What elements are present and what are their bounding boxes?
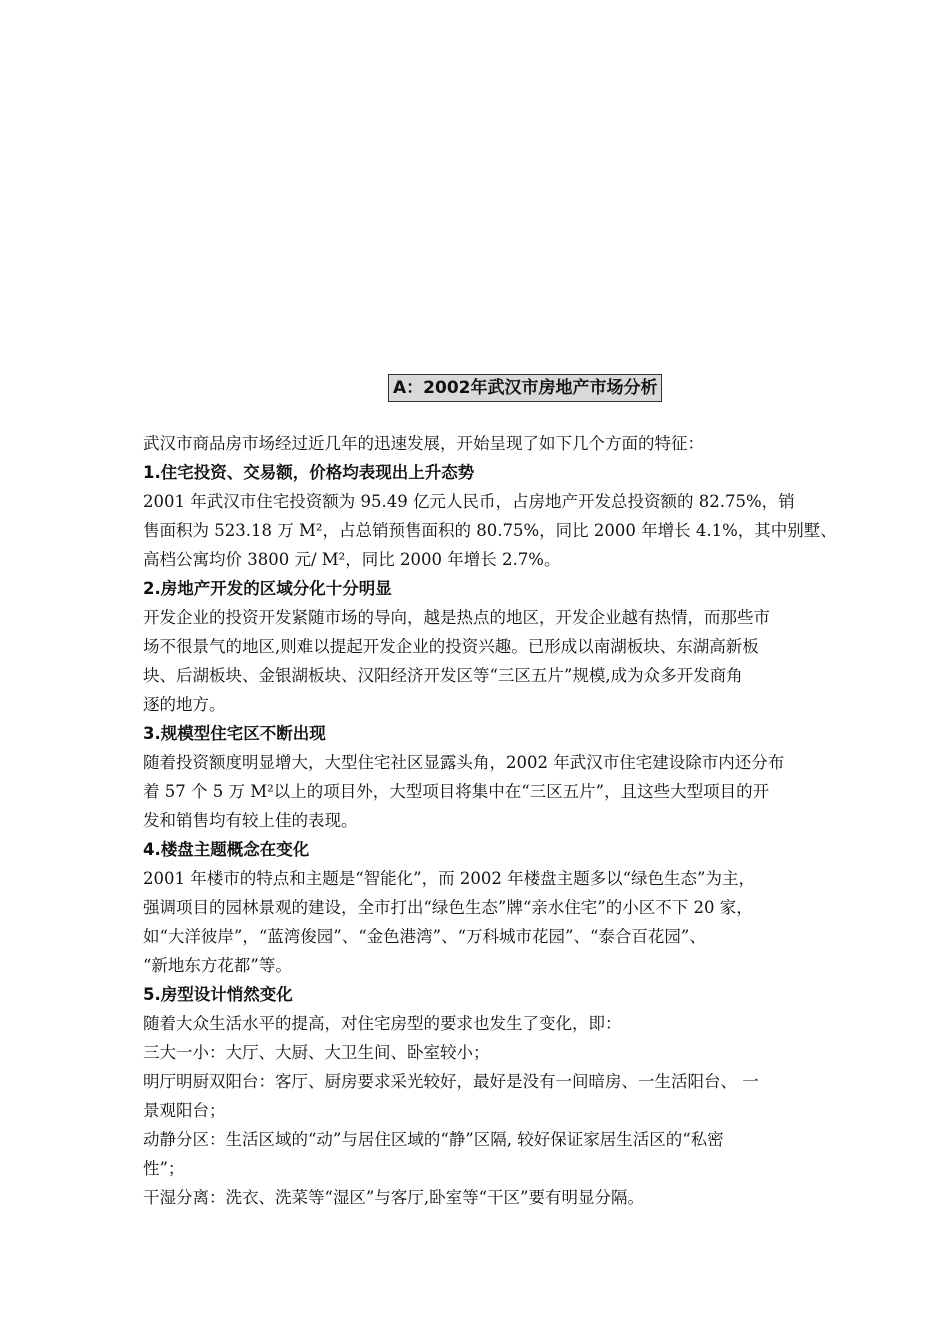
section-5-line: 性”； [143,1159,185,1178]
section-3-line: 随着投资额度明显增大，大型住宅社区显露头角，2002 年武汉市住宅建设除市内还分布 [143,753,785,772]
section-3-line: 发和销售均有较上佳的表现。 [143,811,358,830]
section-2-line: 逐的地方。 [143,695,226,714]
section-4-line: “新地东方花都”等。 [143,956,292,975]
section-5-line: 随着大众生活水平的提高，对住宅房型的要求也发生了变化，即： [143,1014,622,1033]
section-5-line: 景观阳台； [143,1101,226,1120]
section-1-line: 高档公寓均价 3800 元/ M²，同比 2000 年增长 2.7%。 [143,550,561,569]
section-1-line: 售面积为 523.18 万 M²，占总销预售面积的 80.75%，同比 2000 年增长 4.1%，其中别墅、 [143,521,837,540]
section-2-line: 块、后湖板块、金银湖板块、汉阳经济开发区等“三区五片”规模,成为众多开发商角 [143,666,743,685]
section-heading-3: 3.规模型住宅区不断出现 [143,724,326,743]
section-heading-4: 4.楼盘主题概念在变化 [143,840,310,859]
section-4-line: 强调项目的园林景观的建设，全市打出“绿色生态”牌“亲水住宅”的小区不下 20 家， [143,898,753,917]
section-4-line: 2001 年楼市的特点和主题是“智能化”，而 2002 年楼盘主题多以“绿色生态”为主， [143,869,755,888]
section-2-line: 场不很景气的地区,则难以提起开发企业的投资兴趣。已形成以南湖板块、东湖高新板 [143,637,759,656]
section-5-line: 干湿分离：洗衣、洗菜等“湿区”与客厅,卧室等“干区”要有明显分隔。 [143,1188,644,1207]
document-body [143,429,883,1212]
document-title: A：2002年武汉市房地产市场分析 [388,374,662,402]
section-1-line: 2001 年武汉市住宅投资额为 95.49 亿元人民币，占房地产开发总投资额的 82.75%，销 [143,492,795,511]
section-heading-2: 2.房地产开发的区域分化十分明显 [143,579,392,598]
section-4-line: 如“大洋彼岸”，“蓝湾俊园”、“金色港湾”、“万科城市花园”、“泰合百花园”、 [143,927,706,946]
section-heading-1: 1.住宅投资、交易额，价格均表现出上升态势 [143,463,475,482]
intro-paragraph: 武汉市商品房市场经过近几年的迅速发展，开始呈现了如下几个方面的特征： [143,434,704,453]
section-5-line: 三大一小：大厅、大厨、大卫生间、卧室较小； [143,1043,490,1062]
section-heading-5: 5.房型设计悄然变化 [143,985,293,1004]
section-3-line: 着 57 个 5 万 M²以上的项目外，大型项目将集中在“三区五片”，且这些大型项目的开 [143,782,770,801]
section-5-line: 动静分区：生活区域的“动”与居住区域的“静”区隔, 较好保证家居生活区的“私密 [143,1130,724,1149]
section-2-line: 开发企业的投资开发紧随市场的导向，越是热点的地区，开发企业越有热情，而那些市 [143,608,770,627]
section-5-line: 明厅明厨双阳台：客厅、厨房要求采光较好，最好是没有一间暗房、一生活阳台、 一 [143,1072,759,1091]
